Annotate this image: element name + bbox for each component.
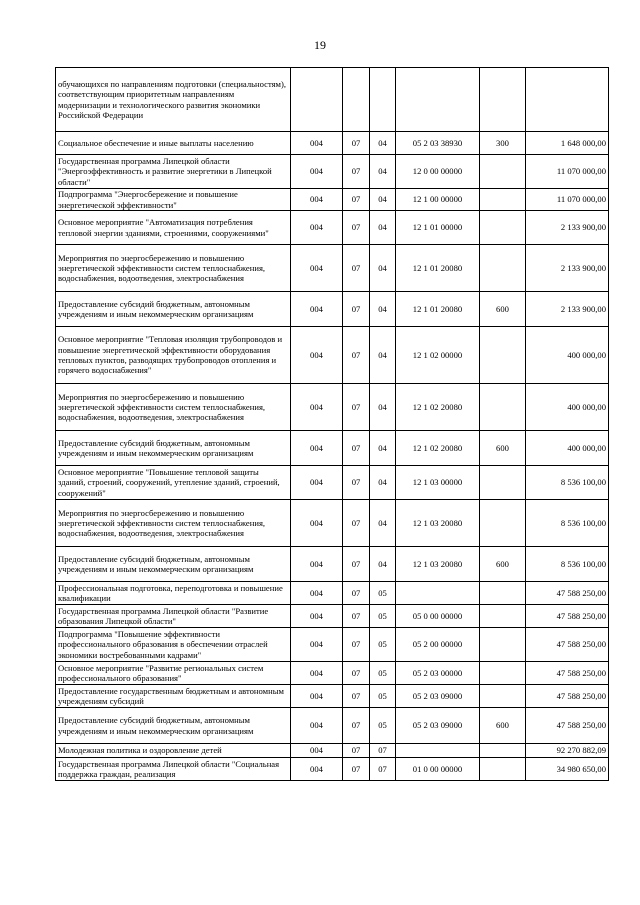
section-cell: 07: [343, 155, 370, 189]
expense-type-cell: [480, 628, 526, 662]
admin-code-cell: 004: [291, 132, 343, 155]
target-article-cell: 05 2 03 09000: [396, 708, 480, 744]
expense-type-cell: 600: [480, 431, 526, 466]
amount-cell: 92 270 882,09: [526, 744, 609, 758]
row-name-cell: Основное мероприятие "Автоматизация потребления тепловой энергии зданиями, строениями, сооружениями": [56, 211, 291, 245]
subsection-cell: 05: [370, 685, 396, 708]
target-article-cell: 05 2 03 09000: [396, 685, 480, 708]
admin-code-cell: 004: [291, 466, 343, 500]
admin-code-cell: 004: [291, 662, 343, 685]
target-article-cell: 12 1 01 20080: [396, 245, 480, 292]
expense-type-cell: [480, 744, 526, 758]
table-row: [56, 155, 609, 189]
table-row: [56, 662, 609, 685]
amount-cell: 11 070 000,00: [526, 189, 609, 211]
table-row: [56, 628, 609, 662]
row-name-cell: Государственная программа Липецкой области "Энергоэффективность и развитие энергетики в Липецкой области": [56, 155, 291, 189]
row-name-cell: Подпрограмма "Повышение эффективности профессионального образования в обеспечении отраслей экономики востребованными кадрами": [56, 628, 291, 662]
amount-cell: 2 133 900,00: [526, 211, 609, 245]
subsection-cell: 04: [370, 292, 396, 327]
subsection-cell: 04: [370, 431, 396, 466]
subsection-cell: 04: [370, 189, 396, 211]
table-row: [56, 605, 609, 628]
expense-type-cell: [480, 384, 526, 431]
amount-cell: 1 648 000,00: [526, 132, 609, 155]
subsection-cell: 04: [370, 245, 396, 292]
target-article-cell: [396, 744, 480, 758]
expense-type-cell: [480, 662, 526, 685]
subsection-cell: 04: [370, 327, 396, 384]
admin-code-cell: 004: [291, 292, 343, 327]
admin-code-cell: 004: [291, 685, 343, 708]
target-article-cell: 12 1 02 20080: [396, 384, 480, 431]
section-cell: 07: [343, 500, 370, 547]
subsection-cell: 05: [370, 628, 396, 662]
target-article-cell: 12 1 03 20080: [396, 547, 480, 582]
subsection-cell: 07: [370, 758, 396, 781]
expense-type-cell: [480, 466, 526, 500]
target-article-cell: 12 1 01 20080: [396, 292, 480, 327]
table-row: [56, 466, 609, 500]
section-cell: 07: [343, 327, 370, 384]
row-name-cell: Предоставление субсидий бюджетным, автономным учреждениям и иным некоммерческим организациям: [56, 547, 291, 582]
amount-cell: 400 000,00: [526, 327, 609, 384]
admin-code-cell: 004: [291, 327, 343, 384]
table-row: [56, 68, 609, 132]
row-name-cell: Молодежная политика и оздоровление детей: [56, 744, 291, 758]
table-row: [56, 708, 609, 744]
expense-type-cell: [480, 582, 526, 605]
row-name-cell: Основное мероприятие "Развитие региональных систем профессионального образования": [56, 662, 291, 685]
subsection-cell: 05: [370, 662, 396, 685]
section-cell: 07: [343, 605, 370, 628]
row-name-cell: Подпрограмма "Энергосбережение и повышение энергетической эффективности": [56, 189, 291, 211]
amount-cell: [526, 68, 609, 132]
expense-type-cell: [480, 155, 526, 189]
admin-code-cell: 004: [291, 211, 343, 245]
expense-type-cell: 600: [480, 292, 526, 327]
target-article-cell: 12 1 03 00000: [396, 466, 480, 500]
expense-type-cell: [480, 500, 526, 547]
subsection-cell: 05: [370, 582, 396, 605]
expense-type-cell: [480, 189, 526, 211]
table-row: [56, 758, 609, 781]
table-row: [56, 245, 609, 292]
expense-type-cell: [480, 245, 526, 292]
expense-type-cell: [480, 327, 526, 384]
row-name-cell: обучающихся по направлениям подготовки (специальностям), соответствующим приоритетным направлениям модернизации и технологического развития экономики Российской Федерации: [56, 68, 291, 132]
subsection-cell: 04: [370, 155, 396, 189]
expense-type-cell: [480, 758, 526, 781]
row-name-cell: Государственная программа Липецкой области "Социальная поддержка граждан, реализация: [56, 758, 291, 781]
target-article-cell: 12 1 03 20080: [396, 500, 480, 547]
target-article-cell: [396, 582, 480, 605]
row-name-cell: Мероприятия по энергосбережению и повышению энергетической эффективности систем теплоснабжения, водоснабжения, водоотведения, электроснабжения: [56, 384, 291, 431]
section-cell: 07: [343, 662, 370, 685]
amount-cell: 47 588 250,00: [526, 628, 609, 662]
section-cell: 07: [343, 758, 370, 781]
expense-type-cell: [480, 605, 526, 628]
section-cell: 07: [343, 245, 370, 292]
section-cell: 07: [343, 189, 370, 211]
admin-code-cell: 004: [291, 384, 343, 431]
amount-cell: 400 000,00: [526, 384, 609, 431]
section-cell: 07: [343, 685, 370, 708]
row-name-cell: Государственная программа Липецкой области "Развитие образования Липецкой области": [56, 605, 291, 628]
amount-cell: 8 536 100,00: [526, 547, 609, 582]
admin-code-cell: 004: [291, 708, 343, 744]
section-cell: 07: [343, 466, 370, 500]
subsection-cell: 04: [370, 132, 396, 155]
table-row: [56, 384, 609, 431]
target-article-cell: 12 1 00 00000: [396, 189, 480, 211]
admin-code-cell: 004: [291, 155, 343, 189]
table-row: [56, 547, 609, 582]
table-row: [56, 189, 609, 211]
subsection-cell: 07: [370, 744, 396, 758]
expense-type-cell: 600: [480, 708, 526, 744]
target-article-cell: 12 1 02 00000: [396, 327, 480, 384]
subsection-cell: 04: [370, 547, 396, 582]
table-row: [56, 327, 609, 384]
amount-cell: 2 133 900,00: [526, 292, 609, 327]
row-name-cell: Предоставление субсидий бюджетным, автономным учреждениям и иным некоммерческим организациям: [56, 708, 291, 744]
section-cell: 07: [343, 384, 370, 431]
table-row: [56, 132, 609, 155]
amount-cell: 2 133 900,00: [526, 245, 609, 292]
table-row: [56, 582, 609, 605]
amount-cell: 47 588 250,00: [526, 582, 609, 605]
row-name-cell: Мероприятия по энергосбережению и повышению энергетической эффективности систем теплоснабжения, водоснабжения, водоотведения, электроснабжения: [56, 245, 291, 292]
amount-cell: 47 588 250,00: [526, 685, 609, 708]
admin-code-cell: 004: [291, 744, 343, 758]
admin-code-cell: 004: [291, 245, 343, 292]
table-row: [56, 292, 609, 327]
subsection-cell: 04: [370, 466, 396, 500]
expense-type-cell: [480, 685, 526, 708]
row-name-cell: Мероприятия по энергосбережению и повышению энергетической эффективности систем теплоснабжения, водоснабжения, водоотведения, электроснабжения: [56, 500, 291, 547]
admin-code-cell: 004: [291, 431, 343, 466]
budget-table: [55, 67, 609, 781]
section-cell: 07: [343, 547, 370, 582]
table-row: [56, 431, 609, 466]
target-article-cell: 12 1 01 00000: [396, 211, 480, 245]
section-cell: 07: [343, 708, 370, 744]
subsection-cell: [370, 68, 396, 132]
section-cell: 07: [343, 292, 370, 327]
target-article-cell: 01 0 00 00000: [396, 758, 480, 781]
section-cell: [343, 68, 370, 132]
target-article-cell: 12 0 00 00000: [396, 155, 480, 189]
amount-cell: 47 588 250,00: [526, 708, 609, 744]
section-cell: 07: [343, 628, 370, 662]
amount-cell: 11 070 000,00: [526, 155, 609, 189]
row-name-cell: Основное мероприятие "Тепловая изоляция трубопроводов и повышение энергетической эффективности оборудования тепловых пунктов, разводящих трубопроводов отопления и горячего водоснабжения": [56, 327, 291, 384]
target-article-cell: 05 0 00 00000: [396, 605, 480, 628]
amount-cell: 47 588 250,00: [526, 605, 609, 628]
table-row: [56, 211, 609, 245]
section-cell: 07: [343, 431, 370, 466]
subsection-cell: 05: [370, 708, 396, 744]
admin-code-cell: 004: [291, 605, 343, 628]
admin-code-cell: 004: [291, 628, 343, 662]
expense-type-cell: 600: [480, 547, 526, 582]
target-article-cell: 12 1 02 20080: [396, 431, 480, 466]
amount-cell: 8 536 100,00: [526, 466, 609, 500]
amount-cell: 34 980 650,00: [526, 758, 609, 781]
row-name-cell: Социальное обеспечение и иные выплаты населению: [56, 132, 291, 155]
row-name-cell: Предоставление государственным бюджетным и автономным учреждениям субсидий: [56, 685, 291, 708]
subsection-cell: 04: [370, 211, 396, 245]
target-article-cell: 05 2 03 00000: [396, 662, 480, 685]
section-cell: 07: [343, 132, 370, 155]
section-cell: 07: [343, 582, 370, 605]
amount-cell: 400 000,00: [526, 431, 609, 466]
section-cell: 07: [343, 211, 370, 245]
subsection-cell: 04: [370, 384, 396, 431]
subsection-cell: 05: [370, 605, 396, 628]
target-article-cell: 05 2 03 38930: [396, 132, 480, 155]
row-name-cell: Предоставление субсидий бюджетным, автономным учреждениям и иным некоммерческим организациям: [56, 431, 291, 466]
target-article-cell: [396, 68, 480, 132]
admin-code-cell: 004: [291, 189, 343, 211]
expense-type-cell: 300: [480, 132, 526, 155]
admin-code-cell: 004: [291, 547, 343, 582]
section-cell: 07: [343, 744, 370, 758]
row-name-cell: Предоставление субсидий бюджетным, автономным учреждениям и иным некоммерческим организациям: [56, 292, 291, 327]
subsection-cell: 04: [370, 500, 396, 547]
expense-type-cell: [480, 68, 526, 132]
admin-code-cell: 004: [291, 500, 343, 547]
amount-cell: 8 536 100,00: [526, 500, 609, 547]
admin-code-cell: 004: [291, 582, 343, 605]
table-row: [56, 744, 609, 758]
target-article-cell: 05 2 00 00000: [396, 628, 480, 662]
row-name-cell: Профессиональная подготовка, переподготовка и повышение квалификации: [56, 582, 291, 605]
row-name-cell: Основное мероприятие "Повышение тепловой защиты зданий, строений, сооружений, утепление зданий, строений, сооружений": [56, 466, 291, 500]
amount-cell: 47 588 250,00: [526, 662, 609, 685]
page-number: 19: [314, 38, 326, 52]
admin-code-cell: [291, 68, 343, 132]
expense-type-cell: [480, 211, 526, 245]
admin-code-cell: 004: [291, 758, 343, 781]
table-row: [56, 500, 609, 547]
table-row: [56, 685, 609, 708]
